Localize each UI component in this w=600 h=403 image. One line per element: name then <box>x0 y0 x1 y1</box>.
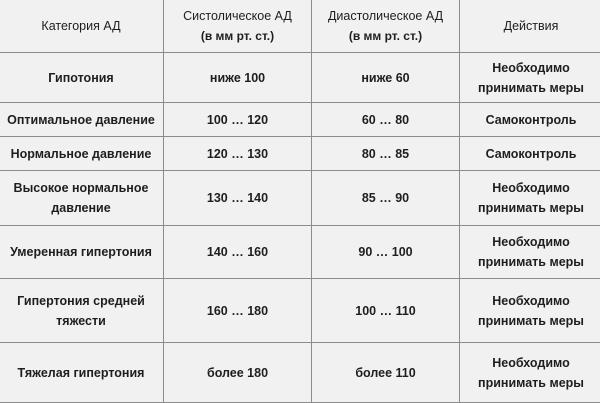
cell-systolic: 120 … 130 <box>164 137 312 171</box>
cell-diastolic: 60 … 80 <box>312 103 460 137</box>
table-row <box>0 171 600 226</box>
cell-action: Необходимо принимать меры <box>460 343 600 403</box>
header-diastolic-unit: (в мм рт. ст.) <box>316 26 455 46</box>
header-systolic <box>164 0 312 53</box>
table-row <box>0 279 600 343</box>
header-diastolic-label: Диастолическое АД <box>328 9 443 23</box>
table-row <box>0 137 600 171</box>
header-systolic-label: Систолическое АД <box>183 9 292 23</box>
cell-systolic: 130 … 140 <box>164 171 312 226</box>
cell-systolic: 160 … 180 <box>164 279 312 343</box>
cell-systolic: 140 … 160 <box>164 226 312 279</box>
cell-diastolic: 100 … 110 <box>312 279 460 343</box>
cell-diastolic: 80 … 85 <box>312 137 460 171</box>
cell-action: Необходимо принимать меры <box>460 226 600 279</box>
cell-category: Гипертония средней тяжести <box>0 279 164 343</box>
cell-action: Самоконтроль <box>460 137 600 171</box>
cell-action: Необходимо принимать меры <box>460 279 600 343</box>
cell-category: Нормальное давление <box>0 137 164 171</box>
cell-action: Самоконтроль <box>460 103 600 137</box>
cell-diastolic: более 110 <box>312 343 460 403</box>
table-row <box>0 343 600 403</box>
table-row <box>0 226 600 279</box>
cell-systolic: 100 … 120 <box>164 103 312 137</box>
cell-systolic: ниже 100 <box>164 53 312 103</box>
cell-category: Гипотония <box>0 53 164 103</box>
header-diastolic <box>312 0 460 53</box>
table-row <box>0 103 600 137</box>
cell-diastolic: ниже 60 <box>312 53 460 103</box>
cell-diastolic: 90 … 100 <box>312 226 460 279</box>
header-systolic-unit: (в мм рт. ст.) <box>168 26 307 46</box>
header-actions: Действия <box>460 0 600 53</box>
header-category: Категория АД <box>0 0 164 53</box>
cell-category: Оптимальное давление <box>0 103 164 137</box>
cell-action: Необходимо принимать меры <box>460 171 600 226</box>
header-row <box>0 0 600 53</box>
cell-category: Тяжелая гипертония <box>0 343 164 403</box>
cell-systolic: более 180 <box>164 343 312 403</box>
cell-diastolic: 85 … 90 <box>312 171 460 226</box>
cell-category: Умеренная гипертония <box>0 226 164 279</box>
cell-action: Необходимо принимать меры <box>460 53 600 103</box>
table-row <box>0 53 600 103</box>
cell-category: Высокое нормальное давление <box>0 171 164 226</box>
